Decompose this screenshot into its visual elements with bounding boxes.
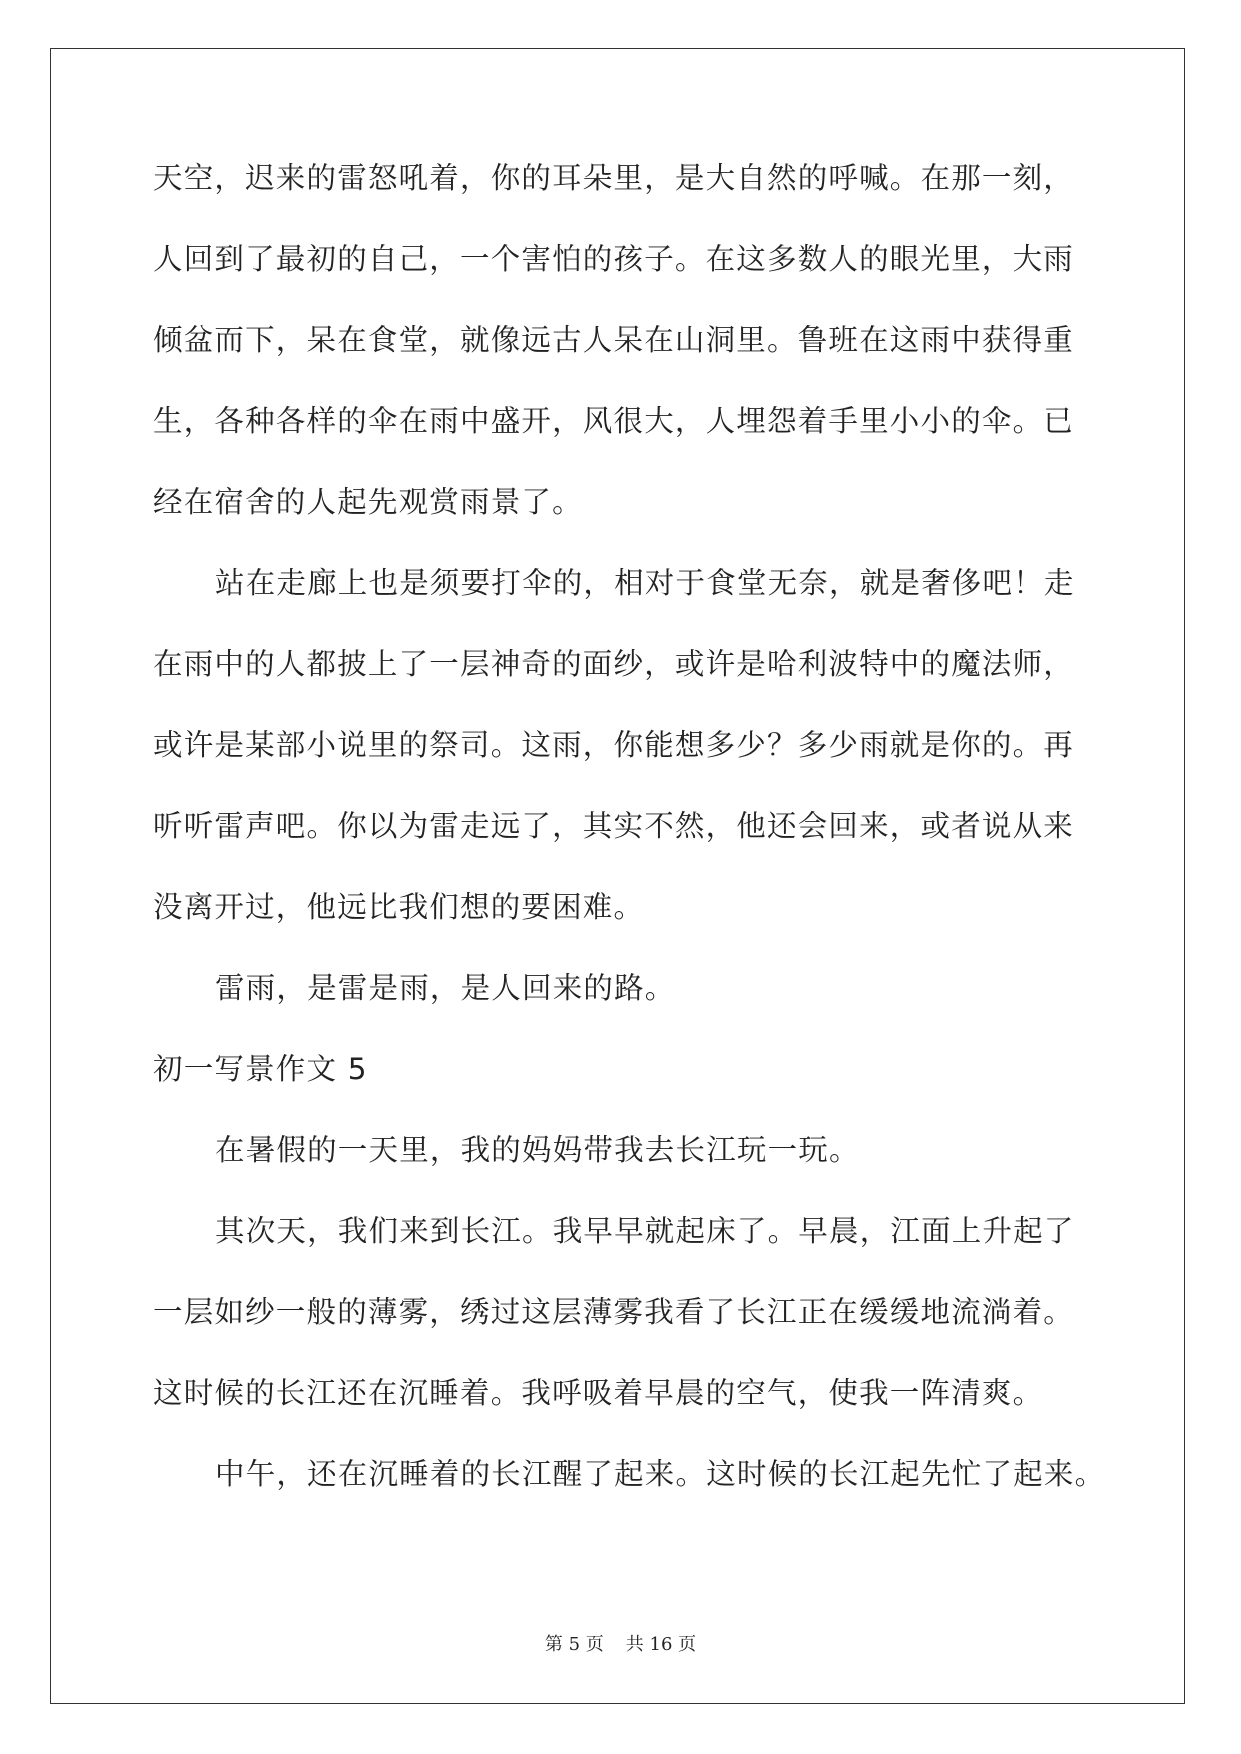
text-line: 生，各种各样的伞在雨中盛开，风很大，人埋怨着手里小小的伞。已 — [153, 404, 1075, 438]
text-line: 或许是某部小说里的祭司。这雨，你能想多少？多少雨就是你的。再 — [153, 728, 1075, 762]
text-line: 其次天，我们来到长江。我早早就起床了。早晨，江面上升起了 — [215, 1214, 1075, 1248]
text-line: 没离开过，他远比我们想的要困难。 — [153, 890, 645, 924]
text-line: 天空，迟来的雷怒吼着，你的耳朵里，是大自然的呼喊。在那一刻， — [153, 161, 1075, 195]
text-line: 这时候的长江还在沉睡着。我呼吸着早晨的空气，使我一阵清爽。 — [153, 1376, 1044, 1410]
text-line: 站在走廊上也是须要打伞的，相对于食堂无奈，就是奢侈吧！走 — [215, 566, 1075, 600]
page-footer — [0, 1630, 1241, 1656]
text-line: 人回到了最初的自己，一个害怕的孩子。在这多数人的眼光里，大雨 — [153, 242, 1075, 276]
text-line: 一层如纱一般的薄雾，绣过这层薄雾我看了长江正在缓缓地流淌着。 — [153, 1295, 1075, 1329]
text-line: 在雨中的人都披上了一层神奇的面纱，或许是哈利波特中的魔法师， — [153, 647, 1075, 681]
text-line: 倾盆而下，呆在食堂，就像远古人呆在山洞里。鲁班在这雨中获得重 — [153, 323, 1075, 357]
text-line: 在暑假的一天里，我的妈妈带我去长江玩一玩。 — [215, 1133, 860, 1167]
page-total: 共 16 页 — [625, 1634, 697, 1655]
page-number: 第 5 页 — [544, 1634, 604, 1655]
document-body — [153, 138, 1113, 1515]
text-line: 中午，还在沉睡着的长江醒了起来。这时候的长江起先忙了起来。 — [215, 1457, 1106, 1491]
section-heading: 初一写景作文 5 — [153, 1052, 368, 1086]
text-line: 听听雷声吧。你以为雷走远了，其实不然，他还会回来，或者说从来 — [153, 809, 1075, 843]
text-line: 经在宿舍的人起先观赏雨景了。 — [153, 485, 583, 519]
text-line: 雷雨，是雷是雨，是人回来的路。 — [215, 971, 676, 1005]
